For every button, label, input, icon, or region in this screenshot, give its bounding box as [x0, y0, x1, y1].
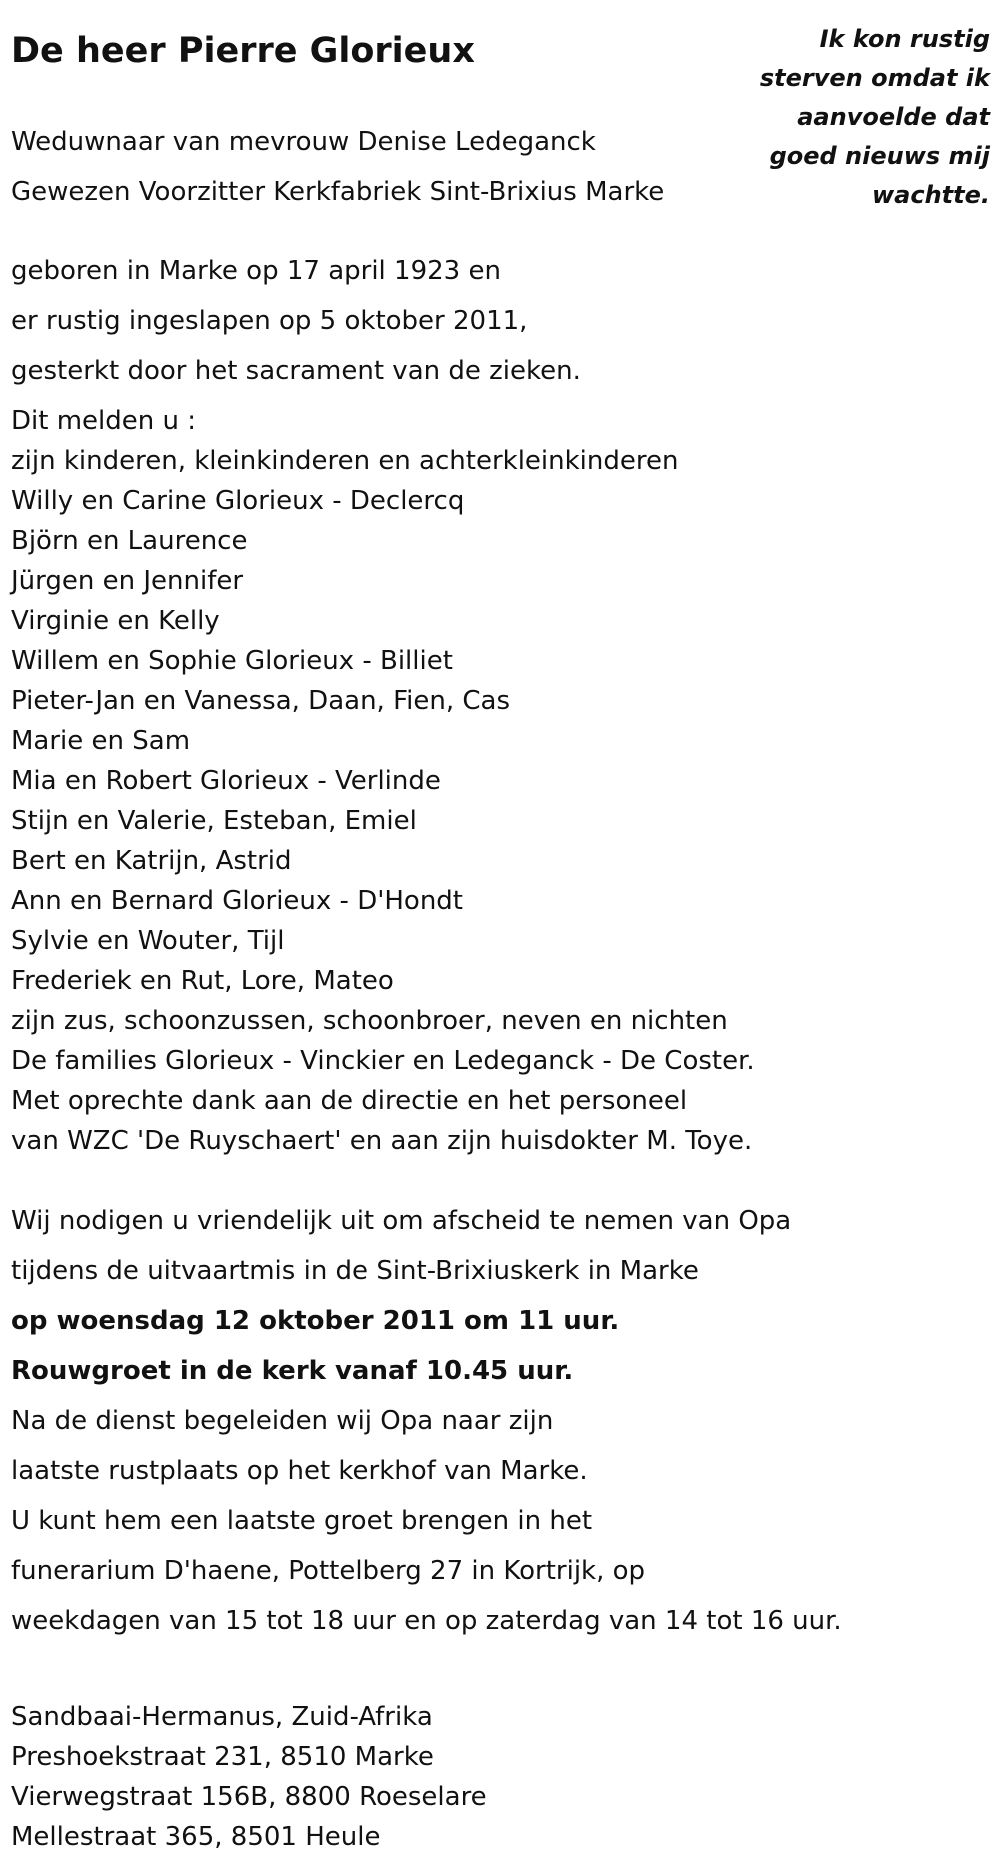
family-line: van WZC 'De Ruyschaert' en aan zijn huisdokter M. Toye. — [11, 1126, 753, 1156]
quote-line: sterven omdat ik — [759, 64, 990, 92]
page-title: De heer Pierre Glorieux — [11, 31, 475, 71]
family-line: zijn kinderen, kleinkinderen en achterkleinkinderen — [11, 446, 679, 476]
family-line: Dit melden u : — [11, 406, 196, 436]
birth-line: gesterkt door het sacrament van de zieken. — [11, 356, 581, 386]
quote-line: wachtte. — [871, 181, 990, 209]
family-line: Björn en Laurence — [11, 526, 248, 556]
family-line: Sylvie en Wouter, Tijl — [11, 926, 285, 956]
family-line: Bert en Katrijn, Astrid — [11, 846, 292, 876]
birth-line: er rustig ingeslapen op 5 oktober 2011, — [11, 306, 528, 336]
invitation-line: laatste rustplaats op het kerkhof van Marke. — [11, 1456, 588, 1486]
family-line: Pieter-Jan en Vanessa, Daan, Fien, Cas — [11, 686, 511, 716]
family-line: Willy en Carine Glorieux - Declercq — [11, 486, 465, 516]
invitation-line: funerarium D'haene, Pottelberg 27 in Kortrijk, op — [11, 1556, 646, 1586]
subtitle-line: Gewezen Voorzitter Kerkfabriek Sint-Brixius Marke — [11, 177, 665, 207]
birth-line: geboren in Marke op 17 april 1923 en — [11, 256, 501, 286]
addresses-block — [11, 1697, 487, 1857]
family-line: Met oprechte dank aan de directie en het personeel — [11, 1086, 688, 1116]
family-line: Jürgen en Jennifer — [11, 566, 244, 596]
address-line: Sandbaai-Hermanus, Zuid-Afrika — [11, 1702, 433, 1732]
family-line: zijn zus, schoonzussen, schoonbroer, neven en nichten — [11, 1006, 728, 1036]
invitation-line: Wij nodigen u vriendelijk uit om afscheid te nemen van Opa — [11, 1206, 792, 1236]
address-line: Vierwegstraat 156B, 8800 Roeselare — [11, 1782, 487, 1812]
family-line: Stijn en Valerie, Esteban, Emiel — [11, 806, 417, 836]
family-line: De families Glorieux - Vinckier en Ledeganck - De Coster. — [11, 1046, 755, 1076]
quote-line: goed nieuws mij — [769, 142, 990, 170]
family-line: Willem en Sophie Glorieux - Billiet — [11, 646, 453, 676]
funeral-date: op woensdag 12 oktober 2011 om 11 uur. — [11, 1306, 620, 1336]
family-line: Marie en Sam — [11, 726, 191, 756]
family-line: Mia en Robert Glorieux - Verlinde — [11, 766, 441, 796]
family-line: Virginie en Kelly — [11, 606, 220, 636]
condolence-time: Rouwgroet in de kerk vanaf 10.45 uur. — [11, 1356, 574, 1386]
subtitle-block — [11, 117, 664, 217]
address-line: Preshoekstraat 231, 8510 Marke — [11, 1742, 434, 1772]
invitation-block — [11, 1196, 842, 1646]
quote-block — [700, 20, 990, 215]
invitation-line: Na de dienst begeleiden wij Opa naar zijn — [11, 1406, 554, 1436]
invitation-line: tijdens de uitvaartmis in de Sint-Brixiuskerk in Marke — [11, 1256, 699, 1286]
subtitle-line: Weduwnaar van mevrouw Denise Ledeganck — [11, 127, 596, 157]
birth-block — [11, 246, 581, 396]
family-block — [11, 401, 755, 1161]
address-line: Mellestraat 365, 8501 Heule — [11, 1822, 381, 1852]
invitation-line: U kunt hem een laatste groet brengen in het — [11, 1506, 593, 1536]
family-line: Ann en Bernard Glorieux - D'Hondt — [11, 886, 463, 916]
family-line: Frederiek en Rut, Lore, Mateo — [11, 966, 394, 996]
invitation-line: weekdagen van 15 tot 18 uur en op zaterdag van 14 tot 16 uur. — [11, 1606, 842, 1636]
quote-line: aanvoelde dat — [797, 103, 990, 131]
quote-line: Ik kon rustig — [819, 25, 990, 53]
